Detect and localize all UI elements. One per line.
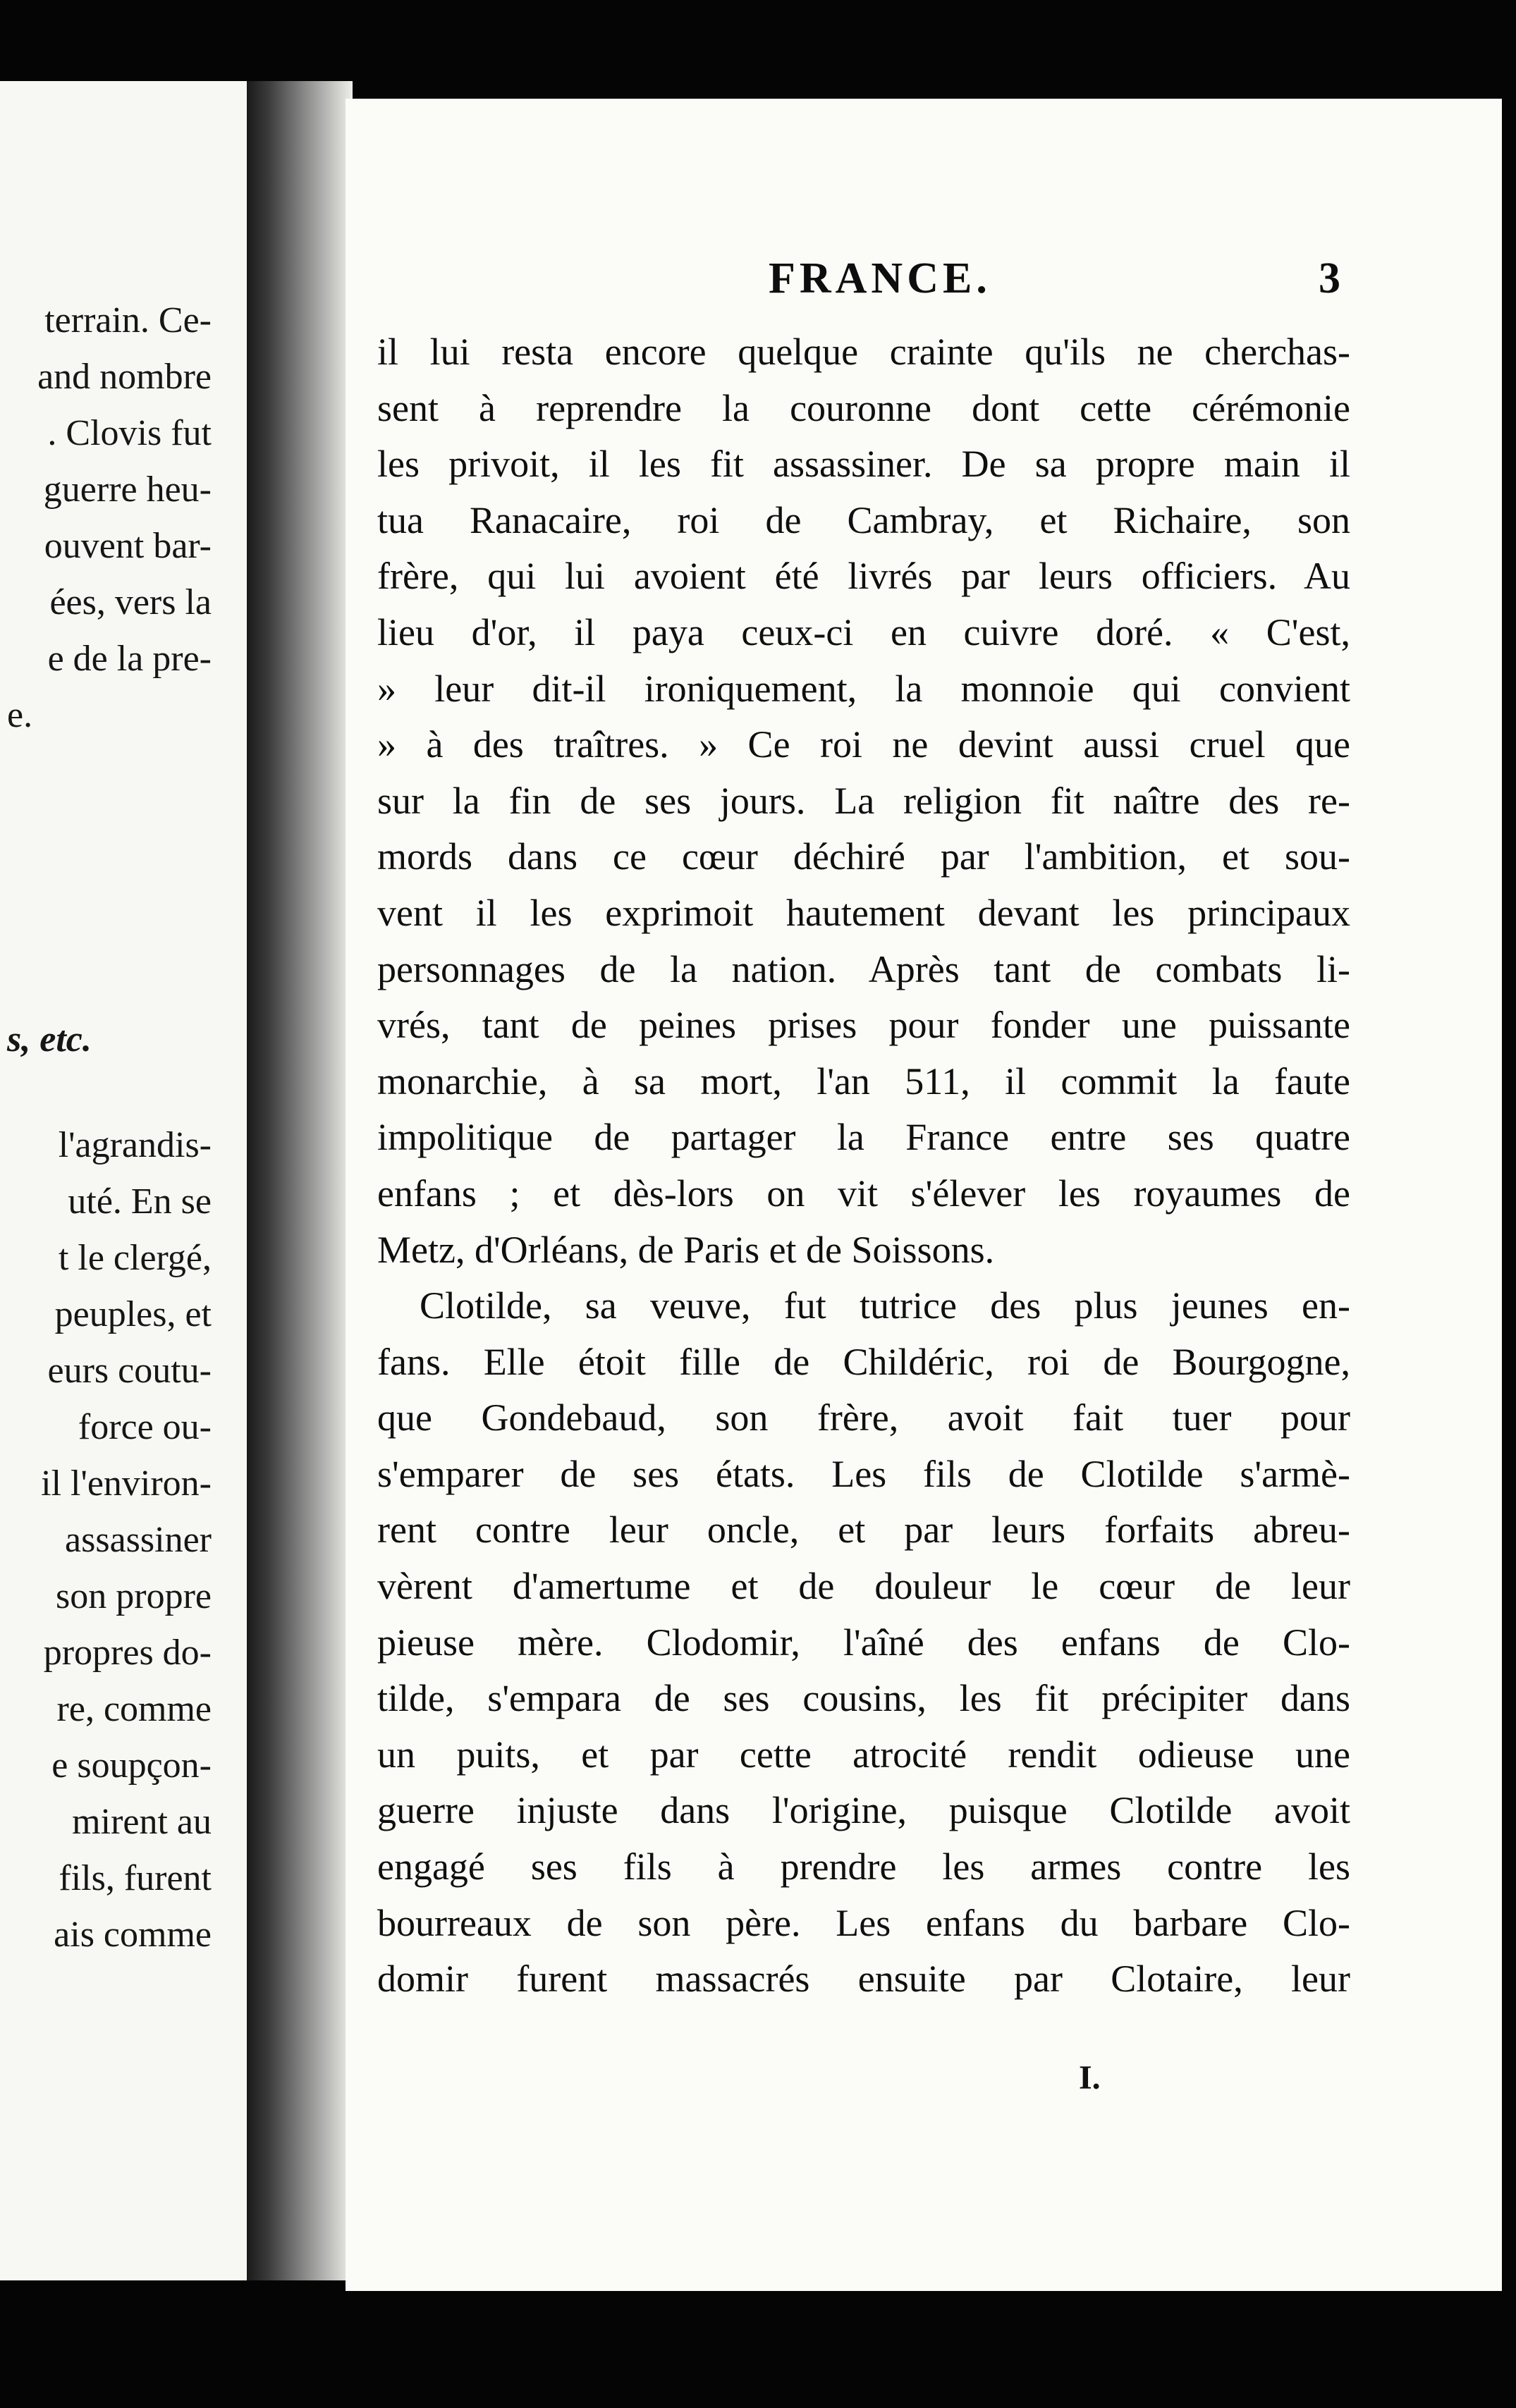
body-text	[377, 324, 1350, 2008]
text-line: vent il les exprimoit hautement devant les principaux	[377, 891, 1350, 934]
text-line: » à des traîtres. » Ce roi ne devint aussi cruel que	[377, 723, 1350, 766]
left-line: and nombre	[37, 357, 212, 397]
signature-mark: I.	[1079, 2059, 1101, 2096]
left-line: son propre	[56, 1576, 212, 1616]
text-line: rent contre leur oncle, et par leurs forfaits abreu-	[377, 1509, 1350, 1552]
text-line: vèrent d'amertume et de douleur le cœur de leur	[377, 1565, 1350, 1608]
text-line: guerre injuste dans l'origine, puisque Clotilde avoit	[377, 1789, 1350, 1832]
text-line: impolitique de partager la France entre ses quatre	[377, 1116, 1350, 1159]
text-line: tua Ranacaire, roi de Cambray, et Richaire, son	[377, 498, 1350, 541]
left-line: terrain. Ce-	[44, 300, 212, 340]
left-line: guerre heu-	[43, 469, 212, 510]
text-line: un puits, et par cette atrocité rendit odieuse une	[377, 1733, 1350, 1776]
text-line: pieuse mère. Clodomir, l'aîné des enfans de Clo-	[377, 1621, 1350, 1664]
text-line: les privoit, il les fit assassiner. De sa propre main il	[377, 443, 1350, 486]
left-line: e soupçon-	[51, 1745, 212, 1786]
left-line: ées, vers la	[49, 582, 212, 622]
book-gutter	[247, 81, 353, 2280]
text-line: que Gondebaud, son frère, avoit fait tuer pour	[377, 1396, 1350, 1439]
text-line: tilde, s'empara de ses cousins, les fit précipiter dans	[377, 1677, 1350, 1720]
right-page	[346, 99, 1502, 2291]
page-number: 3	[1319, 254, 1340, 302]
left-line: peuples, et	[54, 1294, 212, 1334]
left-line: re, comme	[56, 1689, 212, 1729]
left-page-text	[0, 293, 212, 1963]
left-line: l'agrandis-	[58, 1125, 212, 1165]
text-line: sur la fin de ses jours. La religion fit naître des re-	[377, 779, 1350, 822]
text-line: monarchie, à sa mort, l'an 511, il commit la faute	[377, 1059, 1350, 1102]
left-line: t le clergé,	[58, 1238, 212, 1278]
left-heading: s, etc.	[7, 1019, 92, 1059]
left-line: eurs coutu-	[47, 1351, 212, 1391]
left-line: fils, furent	[59, 1858, 212, 1898]
text-line: s'emparer de ses états. Les fils de Clotilde s'armè-	[377, 1452, 1350, 1495]
text-line: il lui resta encore quelque crainte qu'ils ne cherchas-	[377, 331, 1350, 373]
left-line: ouvent bar-	[44, 526, 212, 566]
text-line: fans. Elle étoit fille de Childéric, roi de Bourgogne,	[377, 1340, 1350, 1383]
left-line: e.	[7, 695, 33, 735]
text-line: bourreaux de son père. Les enfans du barbare Clo-	[377, 1901, 1350, 1944]
text-line: Metz, d'Orléans, de Paris et de Soissons.	[377, 1228, 995, 1271]
left-page	[0, 81, 247, 2280]
text-line: lieu d'or, il paya ceux-ci en cuivre doré. « C'est,	[377, 610, 1350, 653]
text-line: personnages de la nation. Après tant de combats li-	[377, 947, 1350, 990]
text-line: engagé ses fils à prendre les armes contre les	[377, 1845, 1350, 1888]
left-line: force ou-	[78, 1407, 212, 1447]
left-line: uté. En se	[68, 1181, 212, 1222]
text-line: frère, qui lui avoient été livrés par leurs officiers. Au	[377, 555, 1350, 598]
text-line: vrés, tant de peines prises pour fonder une puissante	[377, 1004, 1350, 1047]
left-line: . Clovis fut	[47, 413, 212, 453]
left-line: ais comme	[54, 1915, 212, 1955]
left-line: e de la pre-	[47, 639, 212, 679]
text-line: » leur dit-il ironiquement, la monnoie qui convient	[377, 667, 1350, 710]
text-line: mords dans ce cœur déchiré par l'ambition, et sou-	[377, 835, 1350, 878]
left-line: il l'environ-	[41, 1463, 212, 1504]
running-title: FRANCE.	[769, 254, 991, 302]
left-line: mirent au	[72, 1802, 212, 1842]
text-line: sent à reprendre la couronne dont cette cérémonie	[377, 386, 1350, 429]
text-line: enfans ; et dès-lors on vit s'élever les royaumes de	[377, 1172, 1350, 1215]
text-line: Clotilde, sa veuve, fut tutrice des plus jeunes en-	[420, 1284, 1350, 1327]
left-line: assassiner	[65, 1520, 212, 1560]
text-line: domir furent massacrés ensuite par Clotaire, leur	[377, 1958, 1350, 2001]
left-line: propres do-	[43, 1633, 212, 1673]
